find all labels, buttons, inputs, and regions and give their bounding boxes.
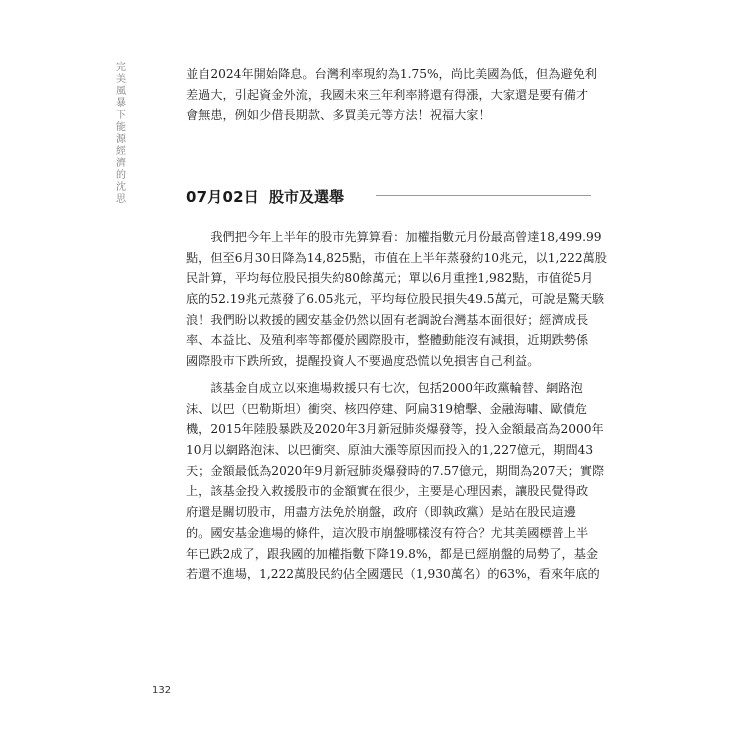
heading-rule (376, 195, 591, 196)
text-line: 上，該基金投入救援股市的金額實在很少，主要是心理因素，讓股民覺得政 (186, 484, 589, 499)
running-title-char: 完 (116, 62, 126, 73)
text-line: 府還是關切股市，用盡方法免於崩盤，政府（即執政黨）是站在股民這邊 (186, 505, 576, 520)
text-line: 率、本益比、及殖利率等都優於國際股市，整體動能沒有減損，近期跌勢係 (186, 333, 589, 348)
intro-paragraph (186, 64, 597, 126)
text-line: 差過大，引起資金外流，我國未來三年利率將還有得漲，大家還是要有備才 (186, 87, 589, 102)
text-line: 的。國安基金進場的條件，這次股市崩盤哪樣沒有符合？尤其美國標普上半 (186, 525, 589, 540)
running-title-char: 沈 (116, 182, 126, 193)
running-title-char: 濟 (116, 158, 126, 169)
running-title-char: 思 (116, 194, 126, 205)
running-title-char: 能 (116, 122, 126, 133)
running-title-char: 暴 (116, 98, 126, 109)
text-line: 浪！我們盼以救援的國安基金仍然以固有老調說台灣基本面很好；經濟成長 (186, 312, 589, 327)
running-title-char: 下 (116, 110, 126, 121)
text-line: 若還不進場，1,222萬股民約佔全國選民（1,930萬名）的63%，看來年底的 (186, 567, 600, 582)
section-date: 07月02日 (186, 187, 259, 206)
page-number: 132 (152, 685, 172, 696)
text-line: 天；金額最低為2020年9月新冠肺炎爆發時的7.57億元，期間為207天；實際 (186, 463, 605, 478)
text-line: 沫、以巴（巴勒斯坦）衝突、核四停建、阿扁319槍擊、金融海嘯、歐債危 (186, 401, 588, 416)
running-title (114, 62, 128, 206)
text-line: 我們把今年上半年的股市先算算看：加權指數元月份最高曾達18,499.99 (186, 230, 602, 244)
text-line: 點，但至6月30日降為14,825點，市值在上半年蒸發約10兆元，以1,222萬股 (186, 250, 607, 265)
section-title: 股市及選舉 (268, 187, 344, 206)
running-title-char: 的 (116, 170, 126, 181)
text-line: 年已跌2成了，跟我國的加權指數下降19.8%，都是已經崩盤的局勢了，基金 (186, 546, 599, 561)
text-line: 機，2015年陸股暴跌及2020年3月新冠肺炎爆發等，投入金額最高為2000年 (186, 422, 604, 437)
text-line: 10月以網路泡沫、以巴衝突、原油大漲等原因而投入的1,227億元，期間43 (186, 443, 594, 458)
text-line: 會無患，例如少借長期款、多買美元等方法！祝福大家！ (186, 108, 491, 123)
text-line: 國際股市下跌所致，提醒投資人不要過度恐慌以免損害自己利益。 (186, 354, 540, 369)
running-title-char: 源 (116, 134, 126, 145)
body-paragraph-1 (186, 227, 607, 372)
text-line: 底的52.19兆元蒸發了6.05兆元，平均每位股民損失49.5萬元，可說是驚天駭 (186, 292, 605, 307)
text-line: 民計算，平均每位股民損失約80餘萬元；單以6月重挫1,982點，市值從5月 (186, 271, 594, 286)
body-paragraph-2 (186, 378, 605, 585)
running-title-char: 風 (116, 86, 126, 97)
section-heading (186, 183, 606, 209)
text-line: 並自2024年開始降息。台灣利率現約為1.75%，尚比美國為低，但為避免利 (186, 67, 597, 81)
running-title-char: 經 (116, 146, 126, 157)
text-line: 該基金自成立以來進場救援只有七次，包括2000年政黨輪替、網路泡 (186, 381, 583, 395)
running-title-char: 美 (116, 74, 126, 85)
